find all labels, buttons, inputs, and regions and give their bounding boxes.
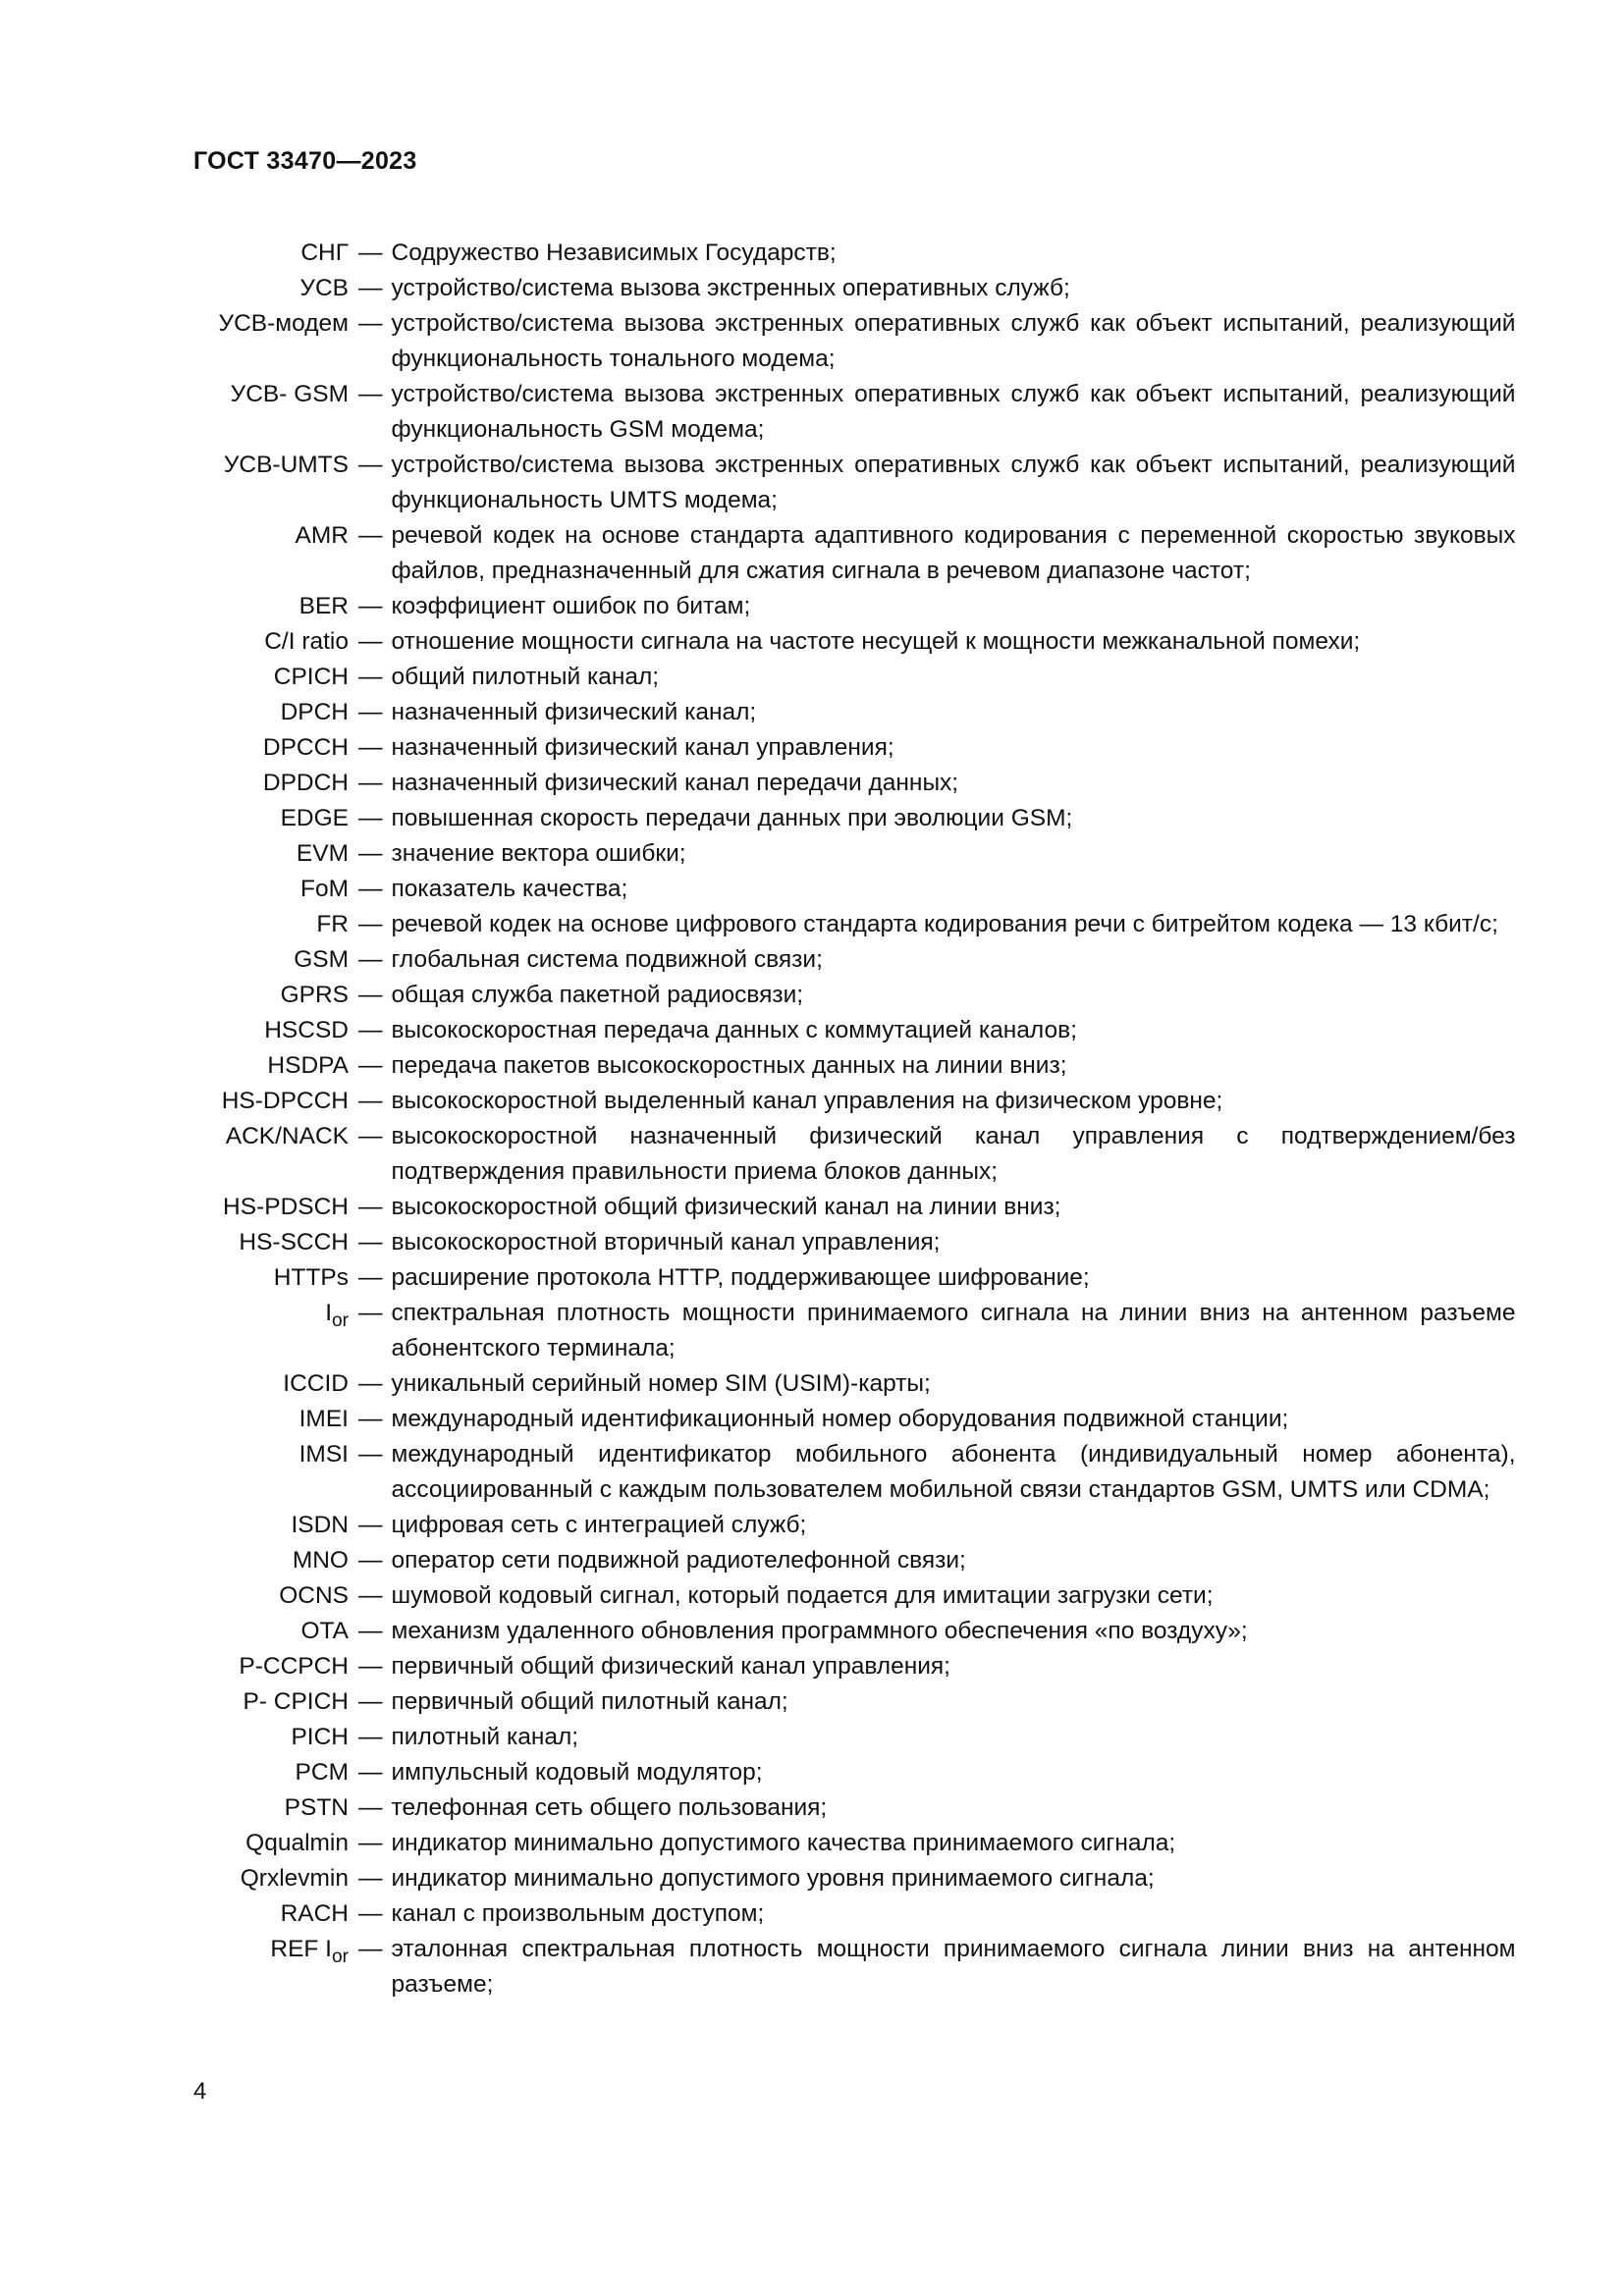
abbreviation-row [128,872,1522,907]
em-dash-separator: — [358,381,383,407]
em-dash-separator: — [358,1194,383,1220]
abbreviation-term [128,1826,358,1861]
abbreviation-term [128,730,358,766]
em-dash-separator: — [358,240,383,266]
abbreviation-row [128,1084,1522,1119]
abbreviation-term-text: FoM [300,876,349,902]
abbreviation-row [128,836,1522,872]
abbreviation-row [128,1720,1522,1755]
abbreviation-term-text: HS-DPCCH [221,1088,349,1114]
em-dash-separator: — [358,1264,383,1291]
abbreviation-row [128,1790,1522,1826]
abbreviation-term [128,766,358,801]
abbreviation-term-text: СНГ [300,240,349,266]
em-dash-separator: — [358,1688,383,1715]
abbreviation-definition: первичный общий физический канал управления; [391,1653,950,1680]
abbreviation-row [128,695,1522,730]
abbreviation-term-text: PICH [291,1724,349,1750]
abbreviation-row [128,1437,1522,1508]
abbreviation-term [128,624,358,660]
abbreviation-term [128,1614,358,1649]
em-dash-separator: — [358,1088,383,1114]
abbreviation-list [128,236,1522,2002]
abbreviation-term [128,1755,358,1790]
em-dash-separator: — [358,1370,383,1397]
em-dash-separator: — [358,770,383,796]
abbreviation-term-text: УСВ [299,275,349,301]
abbreviation-definition: глобальная система подвижной связи; [391,946,823,973]
abbreviation-term-text: HSDPA [267,1052,349,1079]
abbreviation-definition: пилотный канал; [391,1724,579,1750]
abbreviation-term-text: PCM [295,1759,349,1786]
abbreviation-term-text: УСВ-UMTS [223,452,349,478]
em-dash-separator: — [358,1759,383,1786]
abbreviation-term-text: ACK/NACK [225,1123,349,1149]
em-dash-separator: — [358,593,383,619]
abbreviation-term-text: OTA [300,1618,349,1644]
abbreviation-row [128,1614,1522,1649]
abbreviation-definition: импульсный кодовый модулятор; [391,1759,763,1786]
em-dash-separator: — [358,310,383,337]
em-dash-separator: — [358,840,383,867]
abbreviation-term-text: GSM [294,946,349,973]
abbreviation-term-text: DPCCH [262,734,349,761]
abbreviation-term [128,236,358,271]
abbreviation-term [128,1119,358,1154]
abbreviation-term-text: HS-PDSCH [223,1194,349,1220]
abbreviation-term [128,1861,358,1896]
abbreviation-term-text: HTTPs [273,1264,349,1291]
em-dash-separator: — [358,1229,383,1255]
abbreviation-term [128,1225,358,1260]
em-dash-separator: — [358,1052,383,1079]
abbreviation-definition: устройство/система вызова экстренных оперативных служб как объект испытаний, реализующий функциональность тонального модема; [391,310,1516,372]
abbreviation-term-text: AMR [295,522,349,549]
abbreviation-term-text: EVM [296,840,349,867]
abbreviation-definition: высокоскоростной назначенный физический канал управления с подтверждением/без подтверждения правильности приема блоков данных; [391,1123,1516,1185]
abbreviation-row [128,730,1522,766]
abbreviation-term [128,306,358,342]
abbreviation-definition: высокоскоростной вторичный канал управления; [391,1229,941,1255]
abbreviation-definition: шумовой кодовый сигнал, который подается для имитации загрузки сети; [391,1582,1214,1609]
abbreviation-term [128,695,358,730]
abbreviation-row [128,624,1522,660]
abbreviation-row [128,1366,1522,1402]
em-dash-separator: — [358,805,383,831]
em-dash-separator: — [358,1653,383,1680]
abbreviation-term-text: HSCSD [264,1017,349,1043]
page-number: 4 [193,2078,207,2105]
abbreviation-term-text: УСВ- GSM [230,381,349,407]
document-header: ГОСТ 33470—2023 [193,147,417,175]
abbreviation-definition: назначенный физический канал управления; [391,734,894,761]
abbreviation-definition: коэффициент ошибок по битам; [391,593,751,619]
abbreviation-term-text: FR [316,911,349,937]
abbreviation-term-text: EDGE [280,805,349,831]
em-dash-separator: — [358,1830,383,1856]
em-dash-separator: — [358,876,383,902]
abbreviation-term-text: IMSI [298,1441,349,1468]
abbreviation-definition: международный идентификационный номер оборудования подвижной станции; [391,1406,1289,1432]
abbreviation-definition: оператор сети подвижной радиотелефонной связи; [391,1547,966,1574]
em-dash-separator: — [358,275,383,301]
abbreviation-row [128,1225,1522,1260]
abbreviation-term-text: DPDCH [262,770,349,796]
abbreviation-term [128,1190,358,1225]
abbreviation-definition: передача пакетов высокоскоростных данных на линии вниз; [391,1052,1067,1079]
abbreviation-definition: общая служба пакетной радиосвязи; [391,982,804,1008]
abbreviation-term [128,1084,358,1119]
abbreviation-row [128,1048,1522,1084]
abbreviation-row [128,448,1522,518]
abbreviation-term-text: GPRS [280,982,349,1008]
abbreviation-term-text: ICCID [283,1370,349,1397]
abbreviation-definition: высокоскоростной выделенный канал управления на физическом уровне; [391,1088,1223,1114]
abbreviation-row [128,1190,1522,1225]
abbreviation-row [128,766,1522,801]
em-dash-separator: — [358,1406,383,1432]
abbreviation-term [128,1013,358,1048]
em-dash-separator: — [358,452,383,478]
em-dash-separator: — [358,1582,383,1609]
abbreviation-term [128,801,358,836]
abbreviation-term-text: IMEI [298,1406,349,1432]
abbreviation-term [128,1684,358,1720]
abbreviation-term [128,836,358,872]
abbreviation-definition: индикатор минимально допустимого качества принимаемого сигнала; [391,1830,1176,1856]
em-dash-separator: — [358,1123,383,1149]
abbreviation-term [128,377,358,412]
abbreviation-term-subscript: or [332,1947,349,1968]
abbreviation-definition: международный идентификатор мобильного абонента (индивидуальный номер абонента), ассоциированный с каждым пользователем мобильной связи стандартов GSM, UMTS или CDMA; [391,1441,1516,1503]
abbreviation-term [128,1437,358,1472]
abbreviation-term [128,942,358,978]
abbreviation-row [128,660,1522,695]
em-dash-separator: — [358,1900,383,1927]
abbreviation-definition: механизм удаленного обновления программного обеспечения «по воздуху»; [391,1618,1248,1644]
abbreviation-term-text: ISDN [291,1512,349,1538]
abbreviation-definition: индикатор минимально допустимого уровня принимаемого сигнала; [391,1865,1155,1892]
abbreviation-row [128,1684,1522,1720]
abbreviation-term-text: HS-SCCH [239,1229,349,1255]
abbreviation-term [128,1896,358,1932]
abbreviation-definition: расширение протокола HTTP, поддерживающее шифрование; [391,1264,1090,1291]
em-dash-separator: — [358,628,383,655]
abbreviation-term [128,589,358,624]
abbreviation-definition: высокоскоростной общий физический канал на линии вниз; [391,1194,1061,1220]
abbreviation-term [128,1048,358,1084]
abbreviation-term [128,518,358,554]
abbreviation-row [128,1896,1522,1932]
abbreviation-term-subscript: or [332,1310,349,1332]
abbreviation-definition: первичный общий пилотный канал; [391,1688,788,1715]
abbreviation-definition: спектральная плотность мощности принимаемого сигнала на линии вниз на антенном разъеме абонентского терминала; [391,1300,1516,1362]
abbreviation-term-text: DPCH [280,699,349,725]
em-dash-separator: — [358,1724,383,1750]
em-dash-separator: — [358,1441,383,1468]
abbreviation-definition: повышенная скорость передачи данных при эволюции GSM; [391,805,1073,831]
abbreviation-term-text: CPICH [273,664,349,690]
abbreviation-term-text: УСВ-модем [218,310,349,337]
abbreviation-definition: назначенный физический канал; [391,699,757,725]
abbreviation-definition: устройство/система вызова экстренных оперативных служб как объект испытаний, реализующий функциональность UMTS модема; [391,452,1516,513]
abbreviation-definition: назначенный физический канал передачи данных; [391,770,959,796]
abbreviation-definition: речевой кодек на основе цифрового стандарта кодирования речи с битрейтом кодека — 13 кбит/с; [391,911,1498,937]
em-dash-separator: — [358,982,383,1008]
abbreviation-term [128,978,358,1013]
abbreviation-term [128,1790,358,1826]
abbreviation-term [128,1260,358,1296]
abbreviation-term [128,1296,358,1333]
abbreviation-definition: общий пилотный канал; [391,664,660,690]
abbreviation-row [128,1755,1522,1790]
abbreviation-term-text: I [325,1300,332,1326]
abbreviation-row [128,1508,1522,1543]
abbreviation-term [128,1649,358,1684]
abbreviation-definition: канал с произвольным доступом; [391,1900,765,1927]
abbreviation-term [128,1366,358,1402]
em-dash-separator: — [358,664,383,690]
abbreviation-definition: Содружество Независимых Государств; [391,240,837,266]
abbreviation-definition: эталонная спектральная плотность мощности принимаемого сигнала линии вниз на антенном разъеме; [391,1936,1516,1998]
abbreviation-term [128,1720,358,1755]
abbreviation-term [128,448,358,483]
abbreviation-term [128,660,358,695]
abbreviation-term-text: OCNS [279,1582,349,1609]
abbreviation-term-text: C/I ratio [264,628,349,655]
abbreviation-row [128,1402,1522,1437]
abbreviation-row [128,1296,1522,1366]
abbreviation-definition: уникальный серийный номер SIM (USIM)-карты; [391,1370,931,1397]
abbreviation-term [128,1932,358,1969]
abbreviation-row [128,1543,1522,1578]
em-dash-separator: — [358,946,383,973]
em-dash-separator: — [358,1300,383,1326]
abbreviation-term [128,1508,358,1543]
abbreviation-term [128,907,358,942]
abbreviation-definition: значение вектора ошибки; [391,840,686,867]
abbreviation-term-text: P-CCPCH [239,1653,349,1680]
abbreviation-term-text: PSTN [284,1794,349,1821]
abbreviation-term [128,271,358,306]
abbreviation-row [128,978,1522,1013]
abbreviation-row [128,1260,1522,1296]
abbreviation-term [128,872,358,907]
abbreviation-definition: устройство/система вызова экстренных оперативных служб; [391,275,1070,301]
abbreviation-term-text: P- CPICH [243,1688,349,1715]
abbreviation-term-text: MNO [292,1547,349,1574]
em-dash-separator: — [358,1794,383,1821]
abbreviation-definition: отношение мощности сигнала на частоте несущей к мощности межканальной помехи; [391,628,1361,655]
abbreviation-term [128,1543,358,1578]
abbreviation-term-text: Qrxlevmin [240,1865,349,1892]
abbreviation-row [128,1826,1522,1861]
abbreviation-row [128,1578,1522,1614]
abbreviation-row [128,1649,1522,1684]
em-dash-separator: — [358,1936,383,1962]
abbreviation-term [128,1578,358,1614]
abbreviation-definition: речевой кодек на основе стандарта адаптивного кодирования с переменной скоростью звуковых файлов, предназначенный для сжатия сигнала в речевом диапазоне частот; [391,522,1516,584]
abbreviation-row [128,377,1522,448]
abbreviation-definition: устройство/система вызова экстренных оперативных служб как объект испытаний, реализующий функциональность GSM модема; [391,381,1516,443]
em-dash-separator: — [358,734,383,761]
abbreviation-row [128,942,1522,978]
abbreviation-row [128,589,1522,624]
em-dash-separator: — [358,1547,383,1574]
em-dash-separator: — [358,1618,383,1644]
abbreviation-row [128,907,1522,942]
abbreviation-term-text: Qqualmin [245,1830,349,1856]
abbreviation-row [128,1013,1522,1048]
em-dash-separator: — [358,699,383,725]
abbreviation-row [128,1119,1522,1190]
abbreviation-definition: высокоскоростная передача данных с коммутацией каналов; [391,1017,1077,1043]
abbreviation-row [128,801,1522,836]
abbreviation-row [128,1861,1522,1896]
abbreviation-term-text: RACH [280,1900,349,1927]
em-dash-separator: — [358,911,383,937]
abbreviation-term-text: BER [298,593,349,619]
abbreviation-term-text: REF I [270,1936,332,1962]
em-dash-separator: — [358,1512,383,1538]
abbreviation-row [128,518,1522,589]
abbreviation-definition: телефонная сеть общего пользования; [391,1794,828,1821]
abbreviation-row [128,271,1522,306]
abbreviation-definition: показатель качества; [391,876,628,902]
em-dash-separator: — [358,1865,383,1892]
abbreviation-definition: цифровая сеть с интеграцией служб; [391,1512,807,1538]
em-dash-separator: — [358,522,383,549]
abbreviation-row [128,1932,1522,2002]
abbreviation-term [128,1402,358,1437]
abbreviation-row [128,236,1522,271]
em-dash-separator: — [358,1017,383,1043]
abbreviation-row [128,306,1522,377]
